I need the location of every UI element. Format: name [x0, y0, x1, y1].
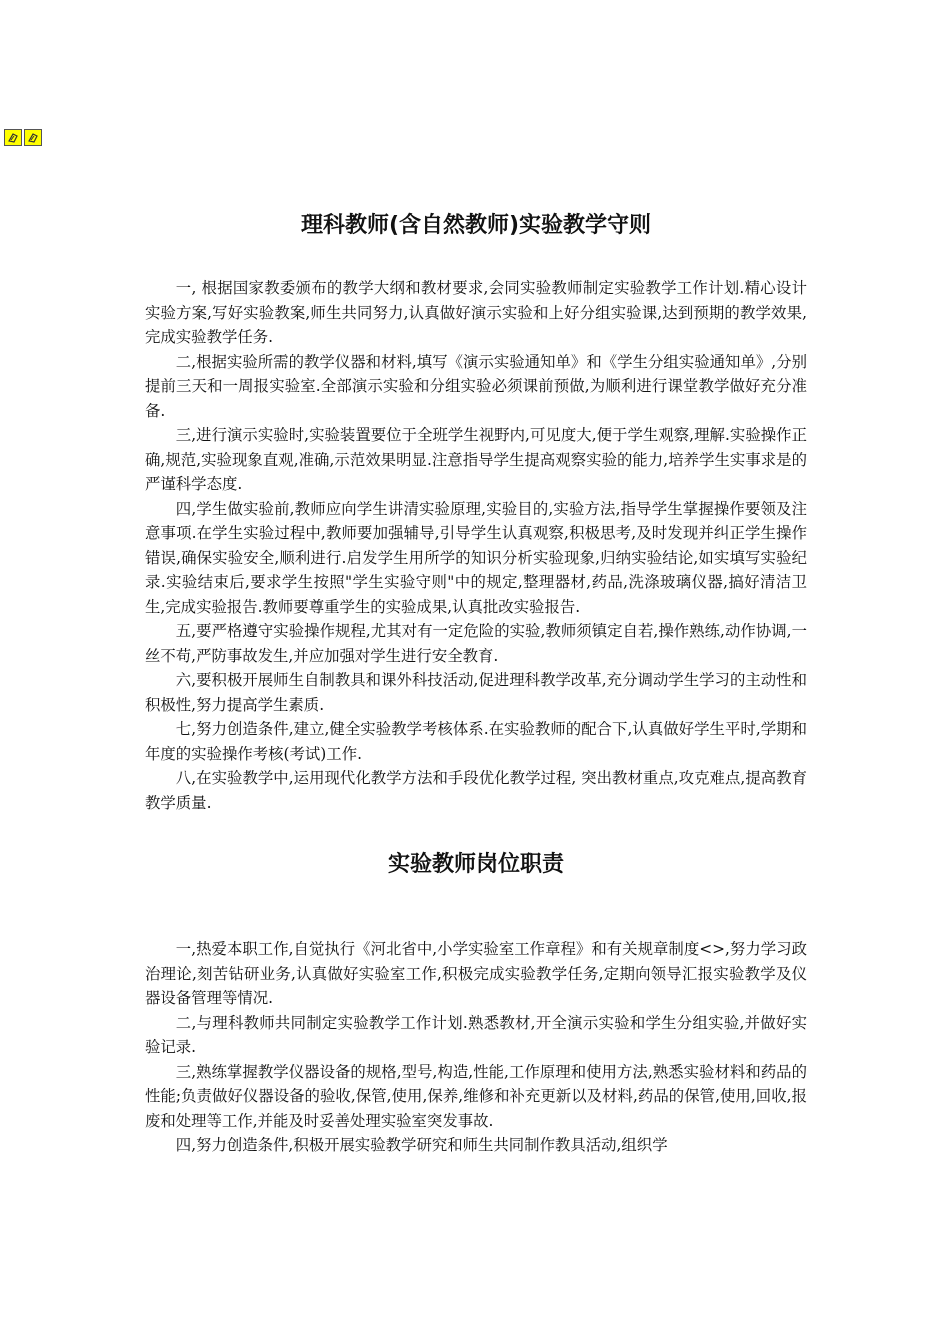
navigation-icons [4, 129, 42, 146]
paragraph: 四,学生做实验前,教师应向学生讲清实验原理,实验目的,实验方法,指导学生掌握操作要领及注意事项.在学生实验过程中,教师要加强辅导,引导学生认真观察,积极思考,及时发现并纠正学生操作错误,确保实验安全,顺利进行.启发学生用所学的知识分析实验现象,归纳实验结论,如实填写实验纪录.实验结束后,要求学生按照"学生实验守则"中的规定,整理器材,药品,洗涤玻璃仪器,搞好清洁卫生,完成实验报告.教师要尊重学生的实验成果,认真批改实验报告. [145, 499, 807, 616]
next-page-icon[interactable] [24, 129, 42, 146]
paragraph: 八,在实验教学中,运用现代化教学方法和手段优化教学过程, 突出教材重点,攻克难点,提高教育教学质量. [145, 769, 807, 812]
paragraph: 一,热爱本职工作,自觉执行《河北省中,小学实验室工作章程》和有关规章制度<>,努力学习政治理论,刻苦钻研业务,认真做好实验室工作,积极完成实验教学任务,定期向领导汇报实验教学及仪器设备管理等情况. [145, 940, 807, 1007]
document-title-rules: 理科教师(含自然教师)实验教学守则 [300, 213, 652, 238]
document-body [145, 200, 807, 1158]
rules-section [145, 276, 807, 815]
paragraph: 二,与理科教师共同制定实验教学工作计划.熟悉教材,开全演示实验和学生分组实验,并做好实验记录. [145, 1013, 807, 1056]
paragraph: 三,进行演示实验时,实验装置要位于全班学生视野内,可见度大,便于学生观察,理解.实验操作正确,规范,实验现象直观,准确,示范效果明显.注意指导学生提高观察实验的能力,培养学生实事求是的严谨科学态度. [145, 426, 807, 493]
paragraph: 一, 根据国家教委颁布的教学大纲和教材要求,会同实验教师制定实验教学工作计划.精心设计实验方案,写好实验教案,师生共同努力,认真做好演示实验和上好分组实验课,达到预期的教学效果,完成实验教学任务. [145, 279, 807, 346]
paragraph: 四,努力创造条件,积极开展实验教学研究和师生共同制作教具活动,组织学 [175, 1136, 668, 1154]
paragraph: 七,努力创造条件,建立,健全实验教学考核体系.在实验教师的配合下,认真做好学生平时,学期和年度的实验操作考核(考试)工作. [145, 720, 807, 763]
previous-page-icon[interactable] [4, 129, 22, 146]
paragraph: 二,根据实验所需的教学仪器和材料,填写《演示实验通知单》和《学生分组实验通知单》,分别提前三天和一周报实验室.全部演示实验和分组实验必须课前预做,为顺利进行课堂教学做好充分准备. [145, 352, 807, 420]
duties-section [145, 937, 807, 1158]
paragraph: 六,要积极开展师生自制教具和课外科技活动,促进理科教学改革,充分调动学生学习的主动性和积极性,努力提高学生素质. [145, 671, 807, 714]
paragraph: 三,熟练掌握教学仪器设备的规格,型号,构造,性能,工作原理和使用方法,熟悉实验材料和药品的性能;负责做好仪器设备的验收,保管,使用,保养,维修和补充更新以及材料,药品的保管,使用,回收,报废和处理等工作,并能及时妥善处理实验室突发事故. [145, 1062, 807, 1130]
paragraph: 五,要严格遵守实验操作规程,尤其对有一定危险的实验,教师须镇定自若,操作熟练,动作协调,一丝不苟,严防事故发生,并应加强对学生进行安全教育. [145, 622, 807, 665]
document-title-duties: 实验教师岗位职责 [387, 852, 564, 877]
